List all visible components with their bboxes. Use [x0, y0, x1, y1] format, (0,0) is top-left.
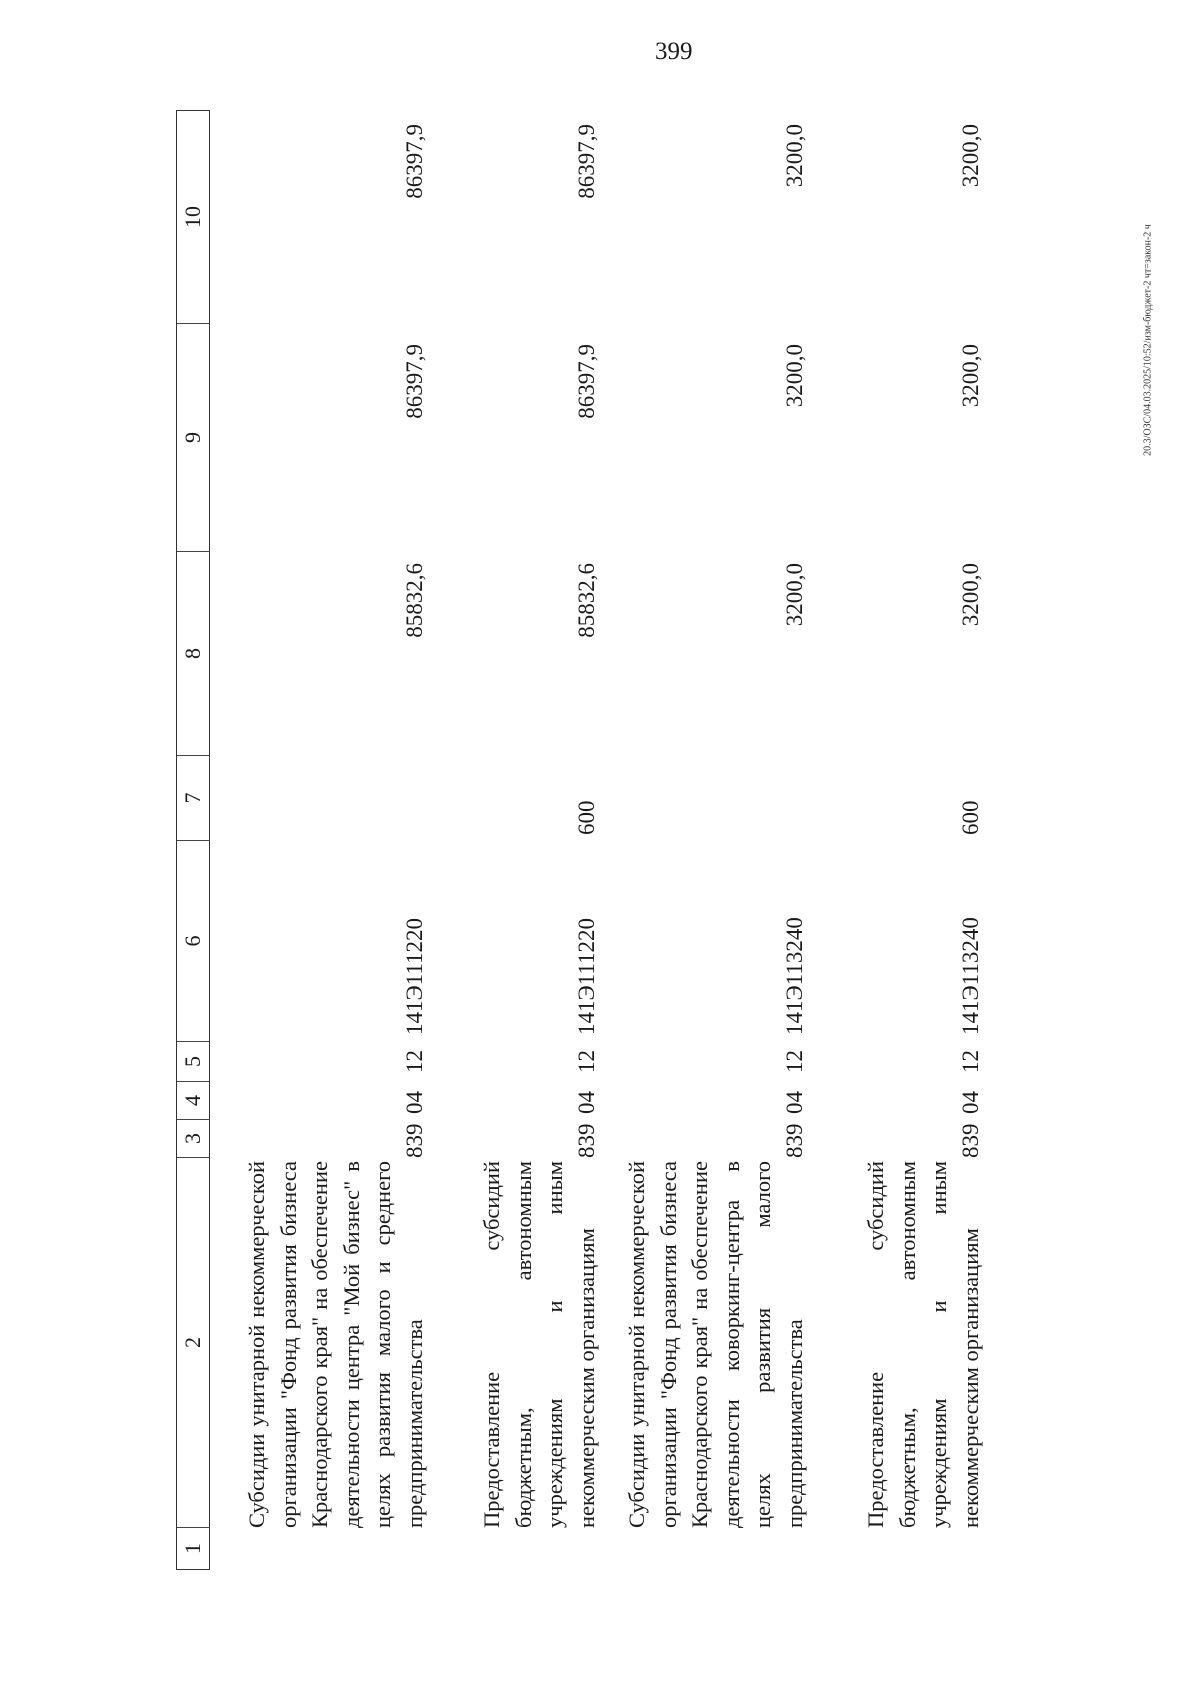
row-col-5: 12	[574, 1050, 599, 1073]
table-row	[210, 110, 430, 1570]
row-col-3: 839	[958, 1123, 983, 1158]
row-col-9: 86397,9	[402, 344, 427, 419]
table-header-row	[176, 110, 210, 1570]
row-col-7: 600	[574, 800, 599, 835]
row-col-10: 86397,9	[574, 124, 599, 199]
header-col-4: 4	[177, 1081, 209, 1119]
header-col-1: 1	[177, 1527, 209, 1569]
row-description: Субсидии унитарной некоммерческой организации "Фонд развития бизнеса Краснодарского края" на обеспечение деятельности коворкинг-центра в целях развития малого предпринимательства	[624, 1161, 807, 1528]
header-col-2: 2	[177, 1157, 209, 1527]
header-col-8: 8	[177, 551, 209, 755]
row-col-10: 3200,0	[782, 124, 807, 188]
budget-table	[176, 110, 1121, 1570]
row-col-10: 86397,9	[402, 124, 427, 199]
row-description: Субсидии унитарной некоммерческой организации "Фонд развития бизнеса Краснодарского края" на обеспечение деятельности центра "Мой бизнес" в целях развития малого и среднего предпринимательства	[244, 1161, 427, 1528]
row-col-6: 141Э111220	[574, 918, 599, 1035]
row-col-8: 3200,0	[958, 563, 983, 627]
row-col-10: 3200,0	[958, 124, 983, 188]
row-col-6: 141Э111220	[402, 918, 427, 1035]
row-col-9: 86397,9	[574, 344, 599, 419]
table-row	[602, 110, 810, 1570]
row-col-5: 12	[958, 1050, 983, 1073]
row-description: Предоставление субсидий бюджетным, автономным учреждениям и иным некоммерческим организациям	[479, 1161, 599, 1528]
row-col-7: 600	[958, 800, 983, 835]
stamp-text: 20.3/ОЗС/04.03.2025/10:52/изм-бюджет-2 чт=закон-2 ч	[1142, 224, 1154, 456]
row-col-8: 85832,6	[402, 563, 427, 638]
row-col-8: 85832,6	[574, 563, 599, 638]
row-col-6: 141Э113240	[958, 917, 983, 1035]
row-col-8: 3200,0	[782, 563, 807, 627]
row-description: Предоставление субсидий бюджетным, автономным учреждениям и иным некоммерческим организациям	[863, 1161, 983, 1528]
header-col-9: 9	[177, 323, 209, 551]
row-col-3: 839	[402, 1123, 427, 1158]
row-col-3: 839	[782, 1123, 807, 1158]
row-col-9: 3200,0	[782, 344, 807, 408]
document-stamp	[1142, 224, 1168, 456]
row-col-6: 141Э113240	[782, 917, 807, 1035]
row-col-5: 12	[402, 1050, 427, 1073]
row-col-3: 839	[574, 1123, 599, 1158]
page-number: 399	[655, 38, 693, 65]
header-col-7: 7	[177, 755, 209, 840]
row-col-9: 3200,0	[958, 344, 983, 408]
row-col-4: 04	[574, 1091, 599, 1114]
row-col-5: 12	[782, 1050, 807, 1073]
header-col-6: 6	[177, 840, 209, 1041]
table-row	[430, 110, 602, 1570]
row-col-4: 04	[402, 1091, 427, 1114]
table-row	[810, 110, 986, 1570]
header-col-3: 3	[177, 1119, 209, 1157]
header-col-10: 10	[180, 206, 205, 228]
header-col-5: 5	[177, 1041, 209, 1081]
row-col-4: 04	[958, 1091, 983, 1114]
row-col-4: 04	[782, 1091, 807, 1114]
